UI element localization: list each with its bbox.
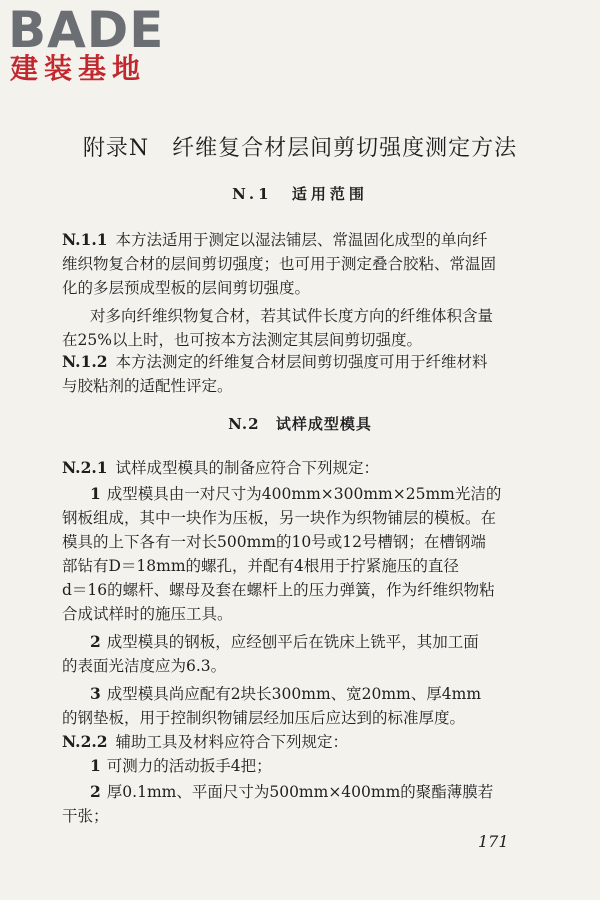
list-item [90, 630, 479, 654]
item-text: 厚0.1mm、平面尺寸为500mm×400mm的聚酯薄膜若 [106, 783, 494, 801]
item-number: 3 [90, 684, 101, 703]
list-item [90, 682, 481, 706]
text-line: 部钻有D＝18mm的螺孔，并配有4根用于拧紧施压的直径 [62, 557, 459, 575]
text-line: 化的多层预成型板的层间剪切强度。 [62, 279, 311, 297]
page-number: 171 [478, 832, 509, 851]
text-line: 钢板组成，其中一块作为压板，另一块作为织物铺层的模板。在 [62, 509, 497, 527]
section-heading-n1 [0, 184, 600, 204]
section-heading-n2 [0, 414, 600, 434]
clause-text: 本方法测定的纤维复合材层间剪切强度可用于纤维材料 [115, 353, 488, 371]
section-title: 试样成型模具 [275, 415, 372, 433]
clause-number: N.2.2 [62, 732, 108, 751]
text-line [62, 456, 379, 480]
text-line: d＝16的螺杆、螺母及套在螺杆上的压力弹簧，作为纤维织物粘 [62, 581, 495, 599]
section-number: N.1 [232, 185, 273, 203]
clause-text: 本方法适用于测定以湿法铺层、常温固化成型的单向纤 [115, 231, 488, 249]
bade-logo [8, 1, 178, 86]
text-line: 的钢垫板，用于控制织物铺层经加压后应达到的标准厚度。 [62, 709, 466, 727]
clause-text: 辅助工具及材料应符合下列规定： [115, 733, 349, 751]
list-item [90, 754, 272, 778]
item-text: 成型模具尚应配有2块长300mm、宽20mm、厚4mm [106, 685, 482, 703]
logo-subtitle: 建装基地 [10, 52, 147, 85]
item-number: 2 [90, 782, 101, 801]
text-line [62, 228, 488, 252]
item-number: 1 [90, 484, 101, 503]
text-line: 干张； [62, 807, 109, 825]
text-line: 维织物复合材的层间剪切强度；也可用于测定叠合胶粘、常温固 [62, 255, 497, 273]
list-item [90, 780, 493, 804]
item-text: 成型模具的钢板，应经刨平后在铣床上铣平，其加工面 [106, 633, 479, 651]
item-text: 成型模具由一对尺寸为400mm×300mm×25mm光洁的 [106, 485, 502, 503]
text-line: 模具的上下各有一对长500mm的10号或12号槽钢；在槽钢端 [62, 533, 486, 551]
item-text: 可测力的活动扳手4把； [106, 757, 272, 775]
text-line: 合成试样时的施压工具。 [62, 605, 233, 623]
clause-number: N.1.2 [62, 352, 108, 371]
text-line: 在25%以上时，也可按本方法测定其层间剪切强度。 [62, 331, 422, 349]
text-line [62, 730, 348, 754]
logo-brand: BADE [8, 1, 165, 59]
section-title: 适用范围 [291, 185, 368, 203]
list-item [90, 482, 501, 506]
text-line: 与胶粘剂的适配性评定。 [62, 377, 233, 395]
clause-text: 试样成型模具的制备应符合下列规定： [115, 459, 380, 477]
section-number: N.2 [228, 415, 260, 433]
item-number: 2 [90, 632, 101, 651]
text-line [62, 350, 488, 374]
text-line: 对多向纤维织物复合材，若其试件长度方向的纤维体积含量 [90, 307, 494, 325]
clause-number: N.1.1 [62, 230, 108, 249]
clause-number: N.2.1 [62, 458, 108, 477]
text-line: 的表面光洁度应为6.3。 [62, 657, 227, 675]
appendix-title: 附录N 纤维复合材层间剪切强度测定方法 [82, 136, 518, 161]
item-number: 1 [90, 756, 101, 775]
